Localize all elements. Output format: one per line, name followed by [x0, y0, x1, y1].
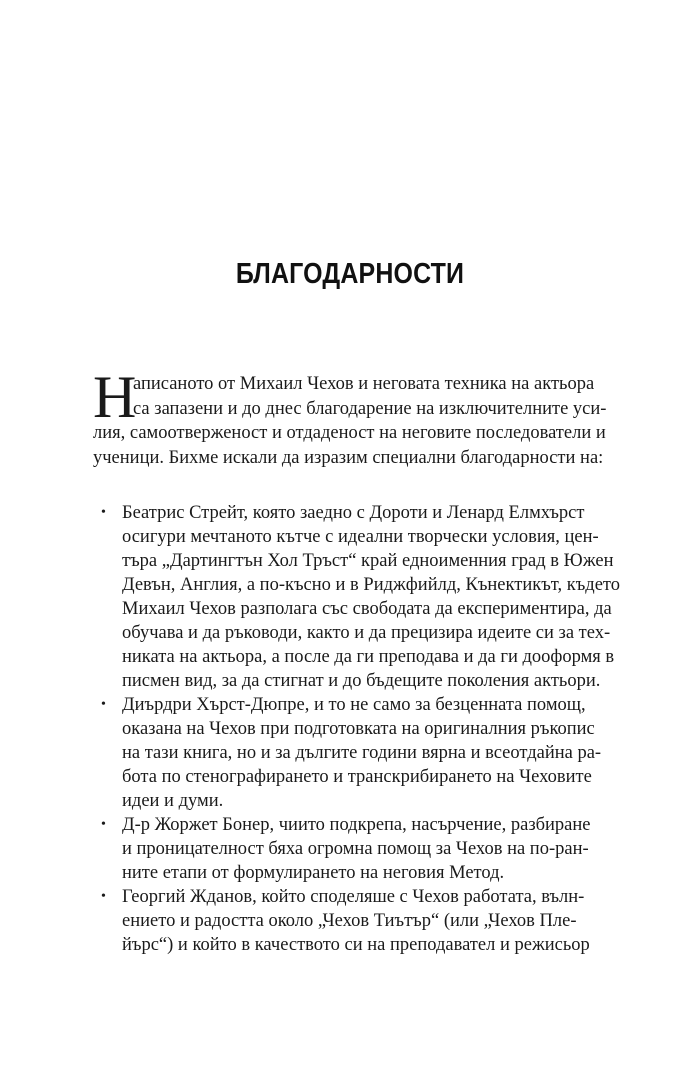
list-item-line: писмен вид, за да стигнат и до бъдещите поколения актьори.	[122, 671, 601, 691]
list-item	[93, 693, 613, 813]
list-item-line: Девън, Англия, а по-късно и в Риджфийлд, Кънектикът, където	[122, 575, 621, 595]
list-item-line: бота по стенографирането и транскрибирането на Чеховите	[122, 767, 592, 787]
list-item-line: обучава и да ръководи, както и да прецизира идеите си за тех-	[122, 623, 611, 643]
bullet-icon: •	[101, 697, 106, 712]
list-item-line: ението и радостта около „Чехов Тиътър“ (или „Чехов Пле-	[122, 911, 577, 931]
list-item-line: и проницателност бяха огромна помощ за Чехов на по-ран-	[122, 839, 589, 859]
list-item	[93, 501, 621, 693]
list-item	[93, 813, 613, 885]
list-item-line: никата на актьора, а после да ги преподава и да ги дооформя в	[122, 647, 615, 667]
page-title: БЛАГОДАРНОСТИ	[235, 258, 465, 290]
list-item-line: на тази книга, но и за дългите години вярна и всеотдайна ра-	[122, 743, 602, 763]
intro-line: аписаното от Михаил Чехов и неговата техника на актьора	[133, 374, 595, 394]
list-item-line: идеи и думи.	[122, 791, 224, 811]
intro-line: ученици. Бихме искали да изразим специални благодарности на:	[93, 447, 604, 468]
list-item-line: търа „Дартингтън Хол Тръст“ край едноименния град в Южен	[122, 551, 614, 571]
bullet-icon: •	[101, 889, 106, 904]
list-item	[93, 885, 613, 957]
acknowledgement-list	[93, 501, 621, 957]
list-item-line: ните етапи от формулирането на неговия Метод.	[122, 863, 505, 883]
list-item-line: Беатрис Стрейт, която заедно с Дороти и Ленард Елмхърст	[122, 503, 585, 523]
list-item-line: Диърдри Хърст-Дюпре, и то не само за безценната помощ,	[122, 695, 586, 715]
list-item-line: Д-р Жоржет Бонер, чиито подкрепа, насърчение, разбиране	[122, 815, 591, 835]
intro-paragraph	[93, 364, 608, 470]
bullet-icon: •	[101, 817, 106, 832]
intro-line: са запазени и до днес благодарение на изключителните уси-	[133, 398, 607, 419]
list-item-line: оказана на Чехов при подготовката на оригиналния ръкопис	[122, 719, 595, 739]
list-item-line: осигури мечтаното кътче с идеални творчески условия, цен-	[122, 527, 599, 547]
intro-line: лия, самоотверженост и отдаденост на неговите последователи и	[93, 423, 606, 443]
drop-cap: Н	[93, 364, 137, 430]
list-item-line: йърс“) и който в качеството си на преподавател и режисьор	[122, 935, 590, 955]
list-item-line: Михаил Чехов разполага със свободата да експериментира, да	[122, 599, 612, 619]
bullet-icon: •	[101, 505, 106, 520]
list-item-line: Георгий Жданов, който споделяше с Чехов работата, вълн-	[122, 887, 585, 907]
